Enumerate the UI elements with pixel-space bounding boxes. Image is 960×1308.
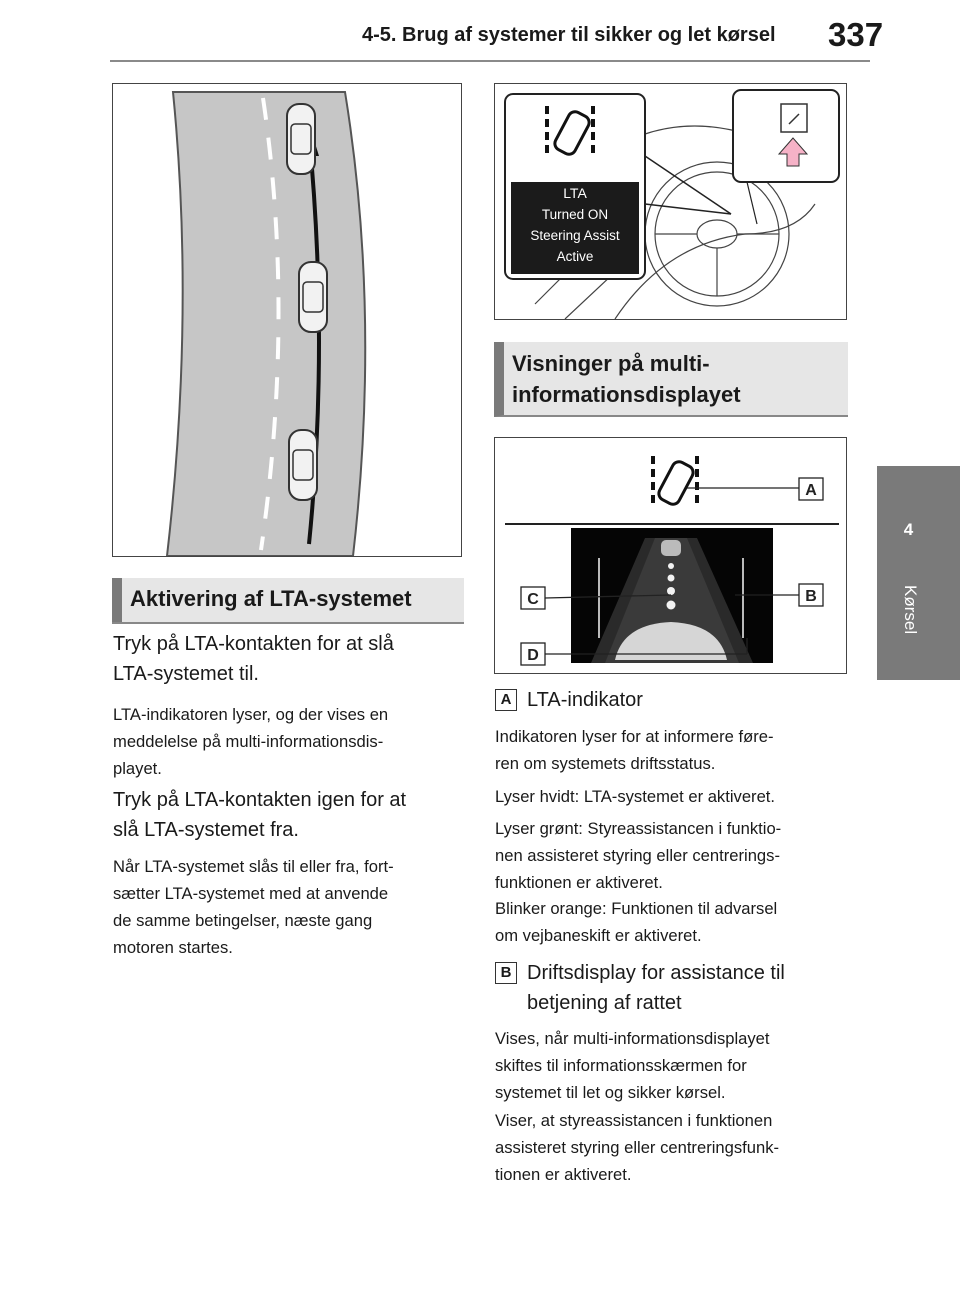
item-text: Blinker orange: Funktionen til advarsel om vejbaneskift er aktiveret. [495,899,778,945]
callout-label: D [527,647,539,664]
display-illustration [494,437,847,674]
item-title: LTA-indikator [527,689,643,711]
chapter-tab [877,466,960,680]
car-icon [289,430,317,500]
chapter-number: 4 [903,520,914,539]
callout-label: A [805,482,817,499]
header-rule [110,60,870,62]
lta-message-line: Active [556,249,594,264]
step-text: Tryk på LTA-kontakten igen for at slå LTA-systemet fra. [113,789,407,841]
chapter-label: Kørsel [901,585,920,635]
lta-message-line: LTA [563,185,587,201]
item-text: Viser, at styreassistancen i funktionen assisteret styring eller centreringsfunk- tionen er aktiveret. [495,1111,780,1184]
note-text: Når LTA-systemet slås til eller fra, fort- sætter LTA-systemet med at anvende de samme betingelser, næste gang motoren startes. [113,857,394,957]
item-text: Indikatoren lyser for at informere føre- ren om systemets driftsstatus. [495,727,774,773]
lane-illustration [112,83,462,557]
lta-message-line: Steering Assist [530,228,620,243]
item-badge: A [495,689,517,711]
car-icon [299,262,327,332]
callout-label: C [527,591,539,608]
item-text: Lyser hvidt: LTA-systemet er aktiveret. [495,787,776,806]
callout-label: B [805,588,817,605]
dashboard-illustration [494,83,847,320]
section-heading: Visninger på multi- informationsdisplayet [494,342,848,417]
page-number: 337 [828,16,884,53]
item-badge: B [495,962,517,984]
item-text: Lyser grønt: Styreassistancen i funktio- nen assisteret styring eller centrerings- funktionen er aktiveret. [495,819,782,892]
section-heading: Aktivering af LTA-systemet [112,578,464,624]
item-title: Driftsdisplay for assistance til betjening af rattet [527,962,785,1014]
car-icon [287,104,315,174]
item-text: Vises, når multi-informationsdisplayet skiftes til informationsskærmen for systemet til let og sikker kørsel. [495,1029,770,1102]
step-text: Tryk på LTA-kontakten for at slå LTA-systemet til. [113,633,394,685]
note-text: LTA-indikatoren lyser, og der vises en meddelelse på multi-informationsdis- playet. [113,705,389,778]
lta-message-line: Turned ON [541,207,609,222]
lta-indicator-icon [653,456,697,507]
section-heading-rule [112,622,464,624]
header-title: 4-5. Brug af systemer til sikker og let kørsel [362,24,776,46]
